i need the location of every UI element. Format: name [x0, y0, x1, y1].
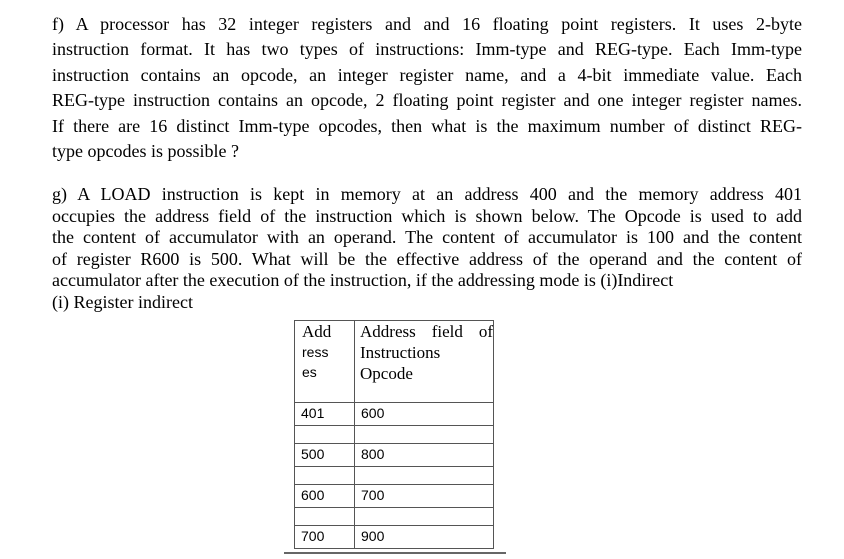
table-header-row: [295, 321, 494, 403]
value-cell: 900: [355, 526, 494, 549]
cropped-divider: [284, 552, 506, 554]
address-cell: 500: [295, 444, 355, 467]
value-cell: 800: [355, 444, 494, 467]
question-g-line: the content of accumulator with an operand. The content of accumulator is 100 and the content: [52, 227, 802, 248]
header-address-field-text: Address field of: [360, 322, 493, 341]
header-address-field-text: Opcode: [360, 364, 413, 383]
table-gap-row: [295, 426, 494, 444]
question-g-line: occupies the address field of the instruction which is shown below. The Opcode is used to add: [52, 205, 802, 226]
table-row: [295, 485, 494, 508]
memory-table: [294, 320, 494, 549]
header-address-field-text: Instructions: [360, 343, 441, 362]
question-f-line: f) A processor has 32 integer registers and and 16 floating point registers. It uses 2-byte: [52, 14, 802, 34]
question-g-subpart: (i) Register indirect: [52, 291, 193, 312]
header-address-field-cell: [355, 321, 494, 403]
header-addresses-text: es: [302, 364, 317, 380]
question-g-line: of register R600 is 500. What will be the effective address of the operand and the content of: [52, 248, 802, 269]
question-g-line: g) A LOAD instruction is kept in memory at an address 400 and the memory address 401: [52, 184, 802, 204]
question-f-line: type opcodes is possible ?: [52, 141, 239, 162]
table-gap-row: [295, 508, 494, 526]
question-g-line: accumulator after the execution of the instruction, if the addressing mode is (i)Indirect: [52, 270, 674, 291]
value-cell: 700: [355, 485, 494, 508]
header-addresses-cell: [295, 321, 355, 403]
question-g-paragraph: [52, 184, 802, 314]
address-cell: 401: [295, 403, 355, 426]
table-row: [295, 403, 494, 426]
address-cell: 600: [295, 485, 355, 508]
question-f-line: instruction contains an opcode, an integer register name, and a 4-bit immediate value. Each: [52, 64, 802, 85]
question-f-paragraph: [52, 12, 802, 164]
question-f-line: If there are 16 distinct Imm-type opcodes, then what is the maximum number of distinct REG-: [52, 115, 802, 136]
address-cell: 700: [295, 526, 355, 549]
question-f-line: instruction format. It has two types of instructions: Imm-type and REG-type. Each Imm-type: [52, 39, 802, 60]
table-row: [295, 526, 494, 549]
question-f-line: REG-type instruction contains an opcode, 2 floating point register and one integer register names.: [52, 90, 802, 111]
header-addresses-text: ress: [302, 344, 329, 360]
header-addresses-text: Add: [302, 322, 332, 341]
table-row: [295, 444, 494, 467]
table-gap-row: [295, 467, 494, 485]
value-cell: 600: [355, 403, 494, 426]
